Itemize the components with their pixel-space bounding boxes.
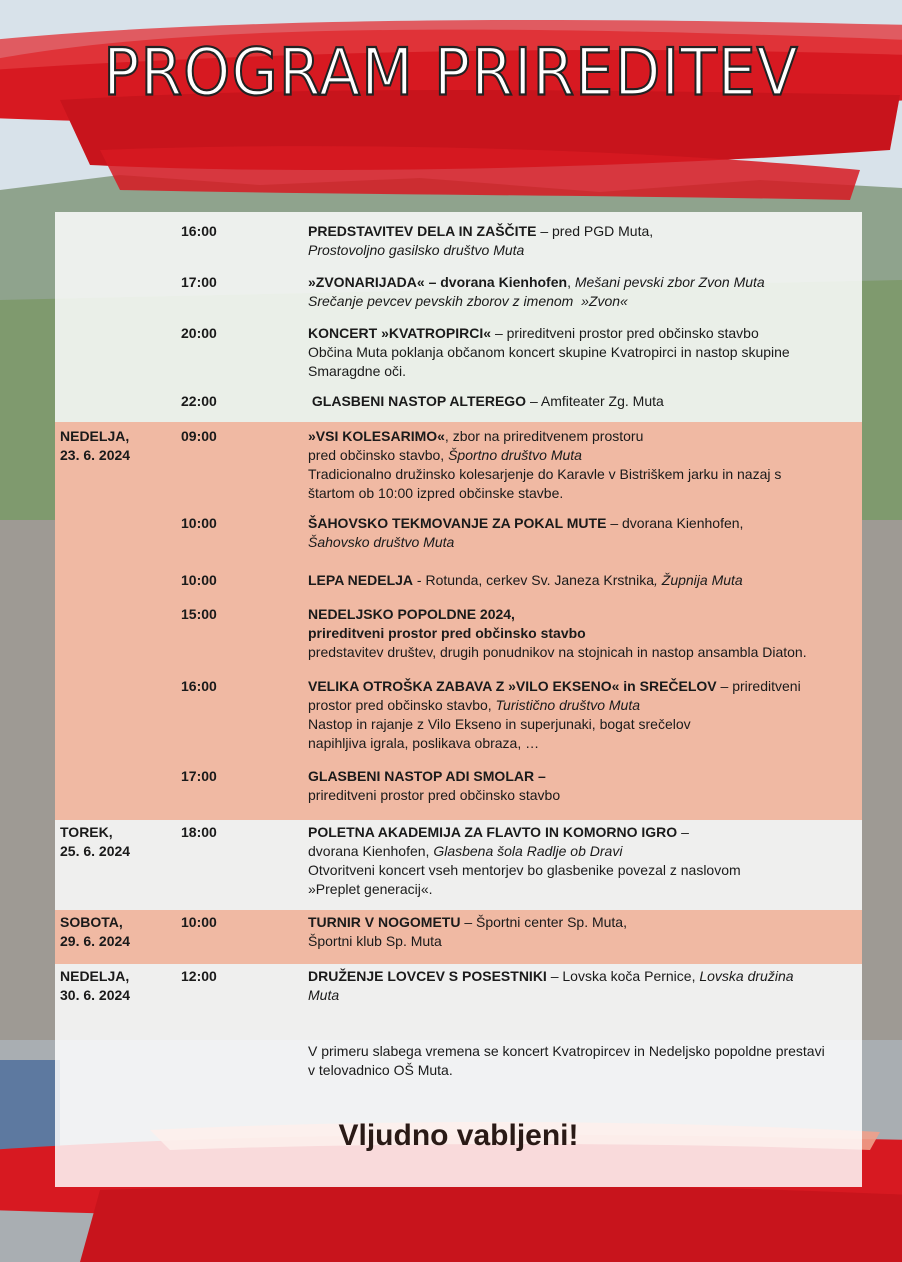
event-time: 17:00	[181, 768, 217, 784]
event-text: Turistično društvo Muta	[495, 697, 641, 713]
day-date: 29. 6. 2024	[60, 933, 131, 949]
event-time: 20:00	[181, 325, 217, 341]
event-time: 16:00	[181, 678, 217, 694]
event-time: 10:00	[181, 914, 217, 930]
day-label	[60, 427, 130, 465]
event-description	[308, 222, 858, 260]
event-description	[308, 677, 858, 753]
event-text: – dvorana Kienhofen,	[606, 515, 744, 531]
event-text: DRUŽENJE LOVCEV S POSESTNIKI	[308, 968, 547, 984]
event-line	[308, 484, 858, 503]
event-text: štartom ob 10:00 izpred občinske stavbe.	[308, 485, 564, 501]
day-date: 25. 6. 2024	[60, 843, 131, 859]
event-time: 10:00	[181, 515, 217, 531]
event-line	[308, 986, 858, 1005]
event-line	[308, 533, 858, 552]
event-line	[308, 786, 858, 805]
event-line	[308, 362, 858, 381]
event-line	[308, 324, 858, 343]
event-time: 16:00	[181, 223, 217, 239]
event-text: – Športni center Sp. Muta,	[460, 914, 627, 930]
event-text: Občina Muta poklanja občanom koncert skupine Kvatropirci in nastop skupine	[308, 344, 790, 360]
event-text: GLASBENI NASTOP ALTEREGO	[308, 393, 527, 409]
event-text: Mešani pevski zbor Zvon Muta	[574, 274, 765, 290]
event-text: Športno društvo Muta	[448, 447, 582, 463]
event-text: prostor pred občinsko stavbo,	[308, 697, 496, 713]
day-name: SOBOTA,	[60, 914, 123, 930]
event-text: – pred PGD Muta,	[536, 223, 654, 239]
event-time: 10:00	[181, 572, 217, 588]
event-text: »Preplet generacij«.	[308, 881, 433, 897]
day-date: 30. 6. 2024	[60, 987, 131, 1003]
day-date: 23. 6. 2024	[60, 447, 131, 463]
event-line	[308, 842, 858, 861]
day-group	[55, 910, 862, 964]
event-line	[308, 465, 858, 484]
event-time: 18:00	[181, 824, 217, 840]
event-text: pred občinsko stavbo,	[308, 447, 449, 463]
event-description	[308, 427, 858, 503]
event-text: - Rotunda, cerkev Sv. Janeza Krstnika	[413, 572, 654, 588]
event-line	[308, 715, 858, 734]
event-text: »ZVONARIJADA« – dvorana Kienhofen	[308, 274, 568, 290]
event-text: TURNIR V NOGOMETU	[308, 914, 461, 930]
event-text: LEPA NEDELJA	[308, 572, 414, 588]
event-text: –	[677, 824, 689, 840]
event-line	[308, 343, 858, 362]
event-line	[308, 292, 858, 311]
day-label	[60, 913, 130, 951]
event-description	[308, 767, 858, 805]
event-text: GLASBENI NASTOP ADI SMOLAR –	[308, 768, 546, 784]
day-group	[55, 212, 862, 422]
event-text: Muta	[308, 987, 340, 1003]
event-text: – Lovska koča Pernice,	[546, 968, 700, 984]
event-text: ŠAHOVSKO TEKMOVANJE ZA POKAL MUTE	[308, 515, 607, 531]
day-group	[55, 964, 862, 1024]
event-text: Lovska družina	[699, 968, 794, 984]
event-time: 09:00	[181, 428, 217, 444]
event-description	[308, 967, 858, 1005]
event-text: KONCERT »KVATROPIRCI«	[308, 325, 492, 341]
event-line	[308, 427, 858, 446]
event-time: 17:00	[181, 274, 217, 290]
event-text: – Amfiteater Zg. Muta	[526, 393, 664, 409]
event-description	[308, 913, 858, 951]
event-text: Smaragdne oči.	[308, 363, 407, 379]
event-text: Športni klub Sp. Muta	[308, 933, 442, 949]
event-text: napihljiva igrala, poslikava obraza, …	[308, 735, 540, 751]
event-text: ,	[567, 274, 575, 290]
event-line	[308, 880, 858, 899]
program-panel	[55, 212, 862, 1187]
event-text: , Župnija Muta	[653, 572, 743, 588]
event-text: POLETNA AKADEMIJA ZA FLAVTO IN KOMORNO IGRO	[308, 824, 678, 840]
event-line	[308, 967, 858, 986]
event-text: dvorana Kienhofen,	[308, 843, 434, 859]
day-group	[55, 422, 862, 820]
event-text: PREDSTAVITEV DELA IN ZAŠČITE	[308, 223, 537, 239]
event-text: Srečanje pevcev pevskih zborov z imenom »Zvon«	[308, 293, 628, 309]
event-line	[308, 392, 858, 411]
event-line	[308, 913, 858, 932]
event-line	[308, 677, 858, 696]
event-text: prireditveni prostor pred občinsko stavbo	[308, 625, 586, 641]
event-text: »VSI KOLESARIMO«	[308, 428, 445, 444]
event-time: 22:00	[181, 393, 217, 409]
day-name: NEDELJA,	[60, 428, 130, 444]
event-description	[308, 392, 858, 411]
day-name: TOREK,	[60, 824, 113, 840]
day-group	[55, 820, 862, 910]
event-text: NEDELJSKO POPOLDNE 2024,	[308, 606, 515, 622]
event-description	[308, 605, 858, 662]
event-text: Nastop in rajanje z Vilo Ekseno in superjunaki, bogat srečelov	[308, 716, 691, 732]
event-line	[308, 624, 858, 643]
event-text: Otvoritveni koncert vseh mentorjev bo glasbenike povezal z naslovom	[308, 862, 741, 878]
weather-note: V primeru slabega vremena se koncert Kvatropircev in Nedeljsko popoldne prestavi v telovadnico OŠ Muta.	[308, 1043, 825, 1078]
event-line	[308, 571, 858, 590]
event-text: – prireditveni prostor pred občinsko stavbo	[491, 325, 759, 341]
event-line	[308, 643, 858, 662]
closing-text: Vljudno vabljeni!	[338, 1119, 579, 1152]
event-text: VELIKA OTROŠKA ZABAVA Z »VILO EKSENO« in SREČELOV	[308, 678, 717, 694]
event-description	[308, 823, 858, 899]
event-line	[308, 605, 858, 624]
page-title: PROGRAM PRIREDITEV	[103, 35, 799, 111]
event-description	[308, 273, 858, 311]
event-text: predstavitev društev, drugih ponudnikov na stojnicah in nastop ansambla Diaton.	[308, 644, 807, 660]
event-line	[308, 222, 858, 241]
day-label	[60, 823, 130, 861]
day-name: NEDELJA,	[60, 968, 130, 984]
event-line	[308, 861, 858, 880]
event-line	[308, 932, 858, 951]
event-text: Tradicionalno družinsko kolesarjenje do Karavle v Bistriškem jarku in nazaj s	[308, 466, 782, 482]
event-line	[308, 823, 858, 842]
event-description	[308, 571, 858, 590]
event-line	[308, 734, 858, 753]
event-description	[308, 324, 858, 381]
event-line	[308, 446, 858, 465]
event-description	[308, 514, 858, 552]
event-text: Prostovoljno gasilsko društvo Muta	[308, 242, 525, 258]
event-line	[308, 241, 858, 260]
event-text: , zbor na prireditvenem prostoru	[444, 428, 644, 444]
event-time: 15:00	[181, 606, 217, 622]
event-line	[308, 273, 858, 292]
day-label	[60, 967, 130, 1005]
event-time: 12:00	[181, 968, 217, 984]
event-line	[308, 767, 858, 786]
event-text: Glasbena šola Radlje ob Dravi	[433, 843, 623, 859]
event-text: prireditveni prostor pred občinsko stavbo	[308, 787, 561, 803]
event-line	[308, 696, 858, 715]
event-line	[308, 514, 858, 533]
event-text: – prireditveni	[716, 678, 801, 694]
event-text: Šahovsko društvo Muta	[308, 534, 455, 550]
